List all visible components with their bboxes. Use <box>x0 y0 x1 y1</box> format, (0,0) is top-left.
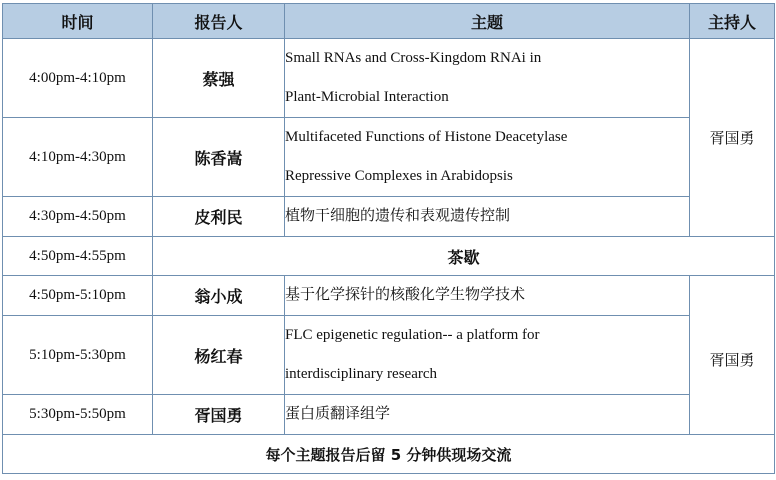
table-row <box>3 316 775 395</box>
speaker-cell: 翁小成 <box>153 276 285 316</box>
header-row <box>3 4 775 39</box>
speaker-cell: 陈香嵩 <box>153 118 285 197</box>
topic-cell: 基于化学探针的核酸化学生物学技术 <box>285 276 690 316</box>
topic-line: Multifaceted Functions of Histone Deacetylase <box>285 129 568 145</box>
time-cell: 4:50pm-5:10pm <box>3 276 153 316</box>
time-cell: 5:10pm-5:30pm <box>3 316 153 395</box>
break-cell: 茶歇 <box>153 237 775 276</box>
speaker-cell: 皮利民 <box>153 197 285 237</box>
topic-cell <box>285 118 690 197</box>
time-cell: 4:50pm-4:55pm <box>3 237 153 276</box>
host-cell: 胥国勇 <box>690 39 775 237</box>
time-cell: 4:30pm-4:50pm <box>3 197 153 237</box>
header-time: 时间 <box>3 4 153 39</box>
topic-line: Small RNAs and Cross-Kingdom RNAi in <box>285 50 542 66</box>
table-row <box>3 197 775 237</box>
footer-note: 每个主题报告后留 5 分钟供现场交流 <box>3 435 775 474</box>
table-row <box>3 395 775 435</box>
topic-cell <box>285 39 690 118</box>
table-row <box>3 39 775 118</box>
time-cell: 4:10pm-4:30pm <box>3 118 153 197</box>
schedule-table <box>2 3 775 474</box>
topic-cell: 植物干细胞的遗传和表观遗传控制 <box>285 197 690 237</box>
speaker-cell: 胥国勇 <box>153 395 285 435</box>
table-row <box>3 118 775 197</box>
header-host: 主持人 <box>690 4 775 39</box>
speaker-cell: 蔡强 <box>153 39 285 118</box>
topic-line: interdisciplinary research <box>285 366 438 382</box>
speaker-cell: 杨红春 <box>153 316 285 395</box>
topic-line: Plant-Microbial Interaction <box>285 89 449 105</box>
topic-line: FLC epigenetic regulation-- a platform for <box>285 327 540 343</box>
break-row <box>3 237 775 276</box>
time-cell: 5:30pm-5:50pm <box>3 395 153 435</box>
host-cell: 胥国勇 <box>690 276 775 435</box>
time-cell: 4:00pm-4:10pm <box>3 39 153 118</box>
topic-cell <box>285 316 690 395</box>
header-topic: 主题 <box>285 4 690 39</box>
header-speaker: 报告人 <box>153 4 285 39</box>
footer-row <box>3 435 775 474</box>
topic-line: Repressive Complexes in Arabidopsis <box>285 168 513 184</box>
table-row <box>3 276 775 316</box>
topic-cell: 蛋白质翻译组学 <box>285 395 690 435</box>
